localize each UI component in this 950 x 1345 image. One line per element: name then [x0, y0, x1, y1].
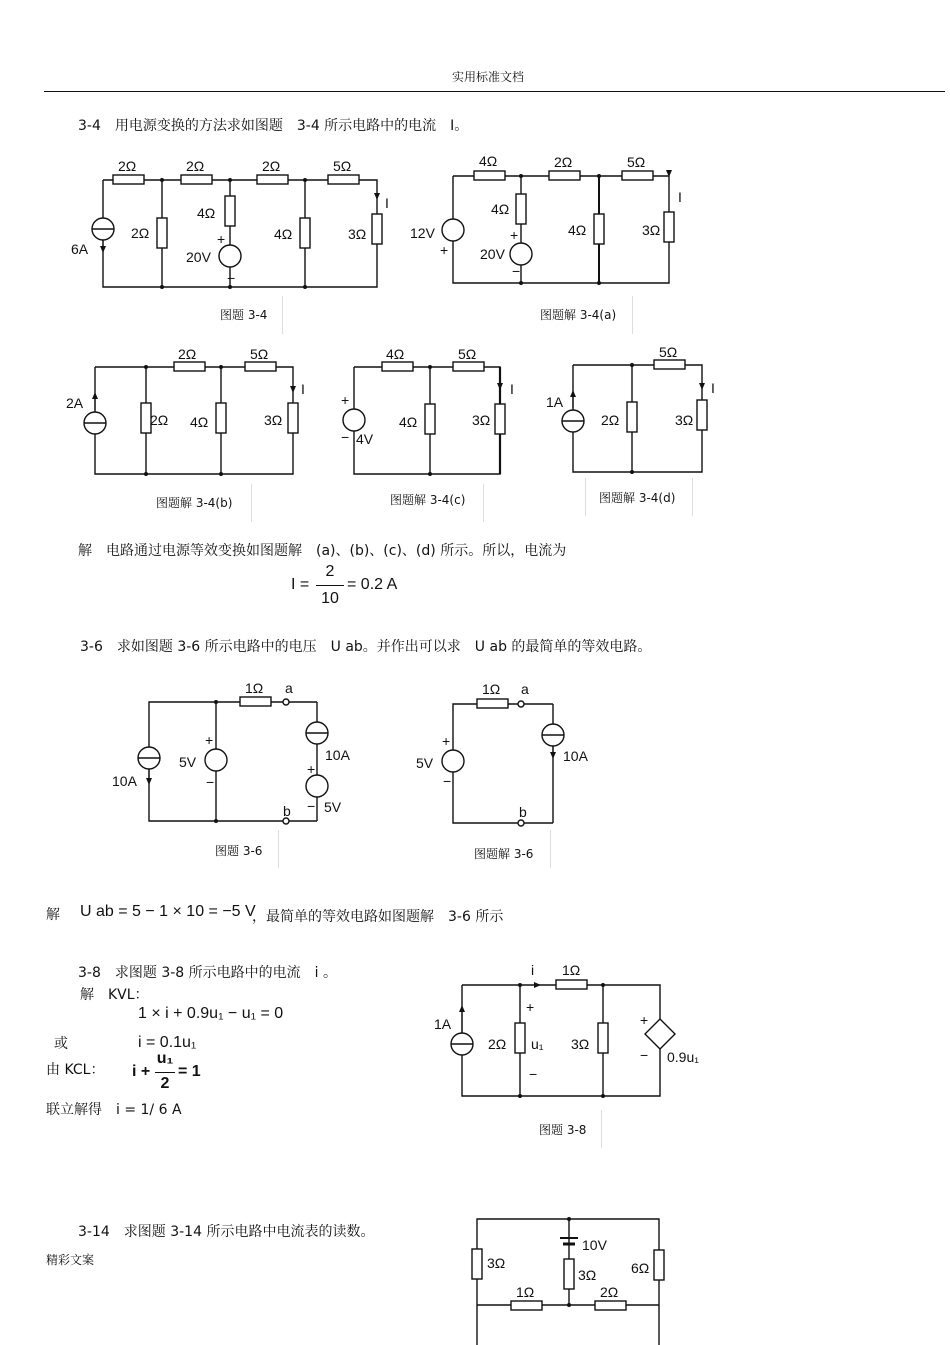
problem-3-14-text: 3-14 求图题 3-14 所示电路中电流表的读数。 [78, 1224, 375, 1240]
circuit-3-4a [442, 171, 674, 283]
source-label: 10A [112, 773, 137, 789]
r-label: 2Ω [488, 1036, 507, 1052]
r-label: 2Ω [178, 346, 197, 362]
r-label: 3Ω [642, 222, 661, 238]
r-label: 4Ω [491, 201, 510, 217]
r-label: 4Ω [479, 153, 498, 169]
caption-3-8: 图题 3-8 [539, 1123, 587, 1137]
source-label: 10A [563, 748, 588, 764]
caption-3-4d: 图题解 3-4(d) [599, 491, 676, 505]
r-label: 5Ω [659, 344, 678, 360]
caption-3-4b: 图题解 3-4(b) [156, 496, 233, 510]
kcl-numerator: u₁ [156, 1050, 174, 1067]
r-label: 1Ω [562, 962, 581, 978]
r-label: 1Ω [245, 680, 264, 696]
circuit-3-14 [472, 1219, 664, 1345]
plus-sign: + [307, 761, 316, 777]
r-label: 2Ω [118, 158, 137, 174]
node-label: b [283, 803, 291, 819]
r-label: 4Ω [386, 346, 405, 362]
eq-3-4-denominator: 10 [321, 590, 339, 607]
kcl-rhs: = 1 [178, 1063, 201, 1080]
solution-3-4-text: 解 电路通过电源等效变换如图题解 (a)、(b)、(c)、(d) 所示。所以，电流为 [78, 543, 567, 559]
plus-sign: + [205, 732, 214, 748]
r-label: 2Ω [186, 158, 205, 174]
r-label: 4Ω [399, 414, 418, 430]
current-label: I [385, 195, 389, 211]
eq-3-4-lhs: I = [291, 576, 310, 593]
r-label: 5Ω [333, 158, 352, 174]
eq-3-4-numerator: 2 [325, 563, 335, 580]
plus-sign: + [442, 733, 451, 749]
plus-sign: + [440, 242, 449, 258]
current-label: I [678, 189, 682, 205]
plus-sign: + [526, 999, 535, 1015]
plus-sign: + [510, 227, 519, 243]
caption-3-4c: 图题解 3-4(c) [390, 493, 466, 507]
r-label: 4Ω [568, 222, 587, 238]
minus-sign: − [206, 774, 215, 790]
r-label: 3Ω [675, 412, 694, 428]
r-label: 2Ω [601, 412, 620, 428]
kcl-lhs: i + [132, 1063, 151, 1080]
voltage-label: u₁ [531, 1036, 544, 1052]
r-label: 5Ω [250, 346, 269, 362]
minus-sign: − [341, 429, 350, 445]
r-label: 2Ω [600, 1284, 619, 1300]
r-label: 2Ω [554, 154, 573, 170]
minus-sign: − [443, 773, 452, 789]
source-label: 5V [416, 755, 434, 771]
arrow-shafts [95, 240, 573, 1033]
minus-sign: − [307, 798, 316, 814]
arrow-heads [92, 170, 705, 1012]
kvl-eq: 1 × i + 0.9u₁ − u₁ = 0 [138, 1005, 284, 1022]
r-label: 3Ω [571, 1036, 590, 1052]
plus-sign: + [217, 231, 226, 247]
r-label: 5Ω [458, 346, 477, 362]
node-label: a [285, 680, 293, 696]
eq-3-4-rhs: = 0.2 A [347, 576, 398, 593]
r-label: 2Ω [262, 158, 281, 174]
caption-3-4a: 图题解 3-4(a) [540, 308, 617, 322]
source-label: 5V [179, 754, 197, 770]
current-label: i [531, 962, 535, 978]
node-label: b [519, 804, 527, 820]
problem-3-8-text: 3-8 求图题 3-8 所示电路中的电流 i 。 [78, 965, 337, 981]
caption-3-4: 图题 3-4 [220, 308, 268, 322]
r-label: 1Ω [516, 1284, 535, 1300]
source-label: 10V [582, 1237, 607, 1253]
r-label: 5Ω [627, 154, 646, 170]
circuit-3-6-solution [442, 699, 564, 826]
problem-3-4-text: 3-4 用电源变换的方法求如图题 3-4 所示电路中的电流 I。 [78, 118, 469, 134]
r-label: 6Ω [631, 1260, 650, 1276]
node-label: a [521, 681, 529, 697]
or-eq: i = 0.1u₁ [138, 1034, 197, 1051]
caption-3-6: 图题 3-6 [215, 844, 263, 858]
r-label: 3Ω [487, 1255, 506, 1271]
source-label: 10A [325, 747, 350, 763]
r-label: 1Ω [482, 681, 501, 697]
kvl-label: 解 KVL： [80, 987, 149, 1003]
or-label: 或 [54, 1036, 68, 1052]
r-label: 4Ω [190, 414, 209, 430]
source-label: 1A [434, 1016, 452, 1032]
current-label: I [301, 381, 305, 397]
result-3-8: 联立解得 i = 1/ 6 A [46, 1102, 182, 1118]
current-label: I [510, 381, 514, 397]
r-label: 3Ω [348, 226, 367, 242]
source-label: 20V [186, 249, 211, 265]
problem-3-6-text: 3-6 求如图题 3-6 所示电路中的电压 U ab。并作出可以求 U ab 的最简单的等效电路。 [80, 639, 652, 655]
r-label: 3Ω [578, 1267, 597, 1283]
plus-sign: + [640, 1012, 649, 1028]
r-label: 2Ω [150, 412, 169, 428]
r-label: 4Ω [274, 226, 293, 242]
minus-sign: − [529, 1066, 538, 1082]
source-label: 0.9u₁ [667, 1049, 699, 1065]
circuit-3-8 [451, 980, 675, 1096]
source-label: 5V [324, 799, 342, 815]
solution-3-6-eq: U ab = 5 − 1 × 10 = −5 V [80, 903, 256, 920]
source-label: 4V [356, 431, 374, 447]
source-label: 1A [546, 394, 564, 410]
r-label: 2Ω [131, 225, 150, 241]
minus-sign: − [640, 1047, 649, 1063]
source-label: 20V [480, 246, 505, 262]
current-label: I [711, 380, 715, 396]
source-label: 6A [71, 241, 89, 257]
kcl-denominator: 2 [160, 1075, 170, 1092]
circuit-3-6 [138, 697, 328, 824]
page-header: 实用标准文档 [452, 70, 525, 84]
solution-3-6-label: 解 [46, 907, 60, 923]
minus-sign: − [512, 263, 521, 279]
page-footer: 精彩文案 [46, 1253, 95, 1267]
source-label: 12V [410, 225, 435, 241]
plus-sign: + [341, 392, 350, 408]
kcl-label: 由 KCL： [46, 1062, 105, 1078]
r-label: 4Ω [197, 205, 216, 221]
solution-3-6-text: ，最简单的等效电路如图题解 3-6 所示 [252, 909, 504, 925]
source-label: 2A [66, 395, 84, 411]
caption-3-6-sol: 图题解 3-6 [474, 847, 534, 861]
minus-sign: − [227, 270, 236, 286]
r-label: 3Ω [472, 412, 491, 428]
r-label: 3Ω [264, 412, 283, 428]
